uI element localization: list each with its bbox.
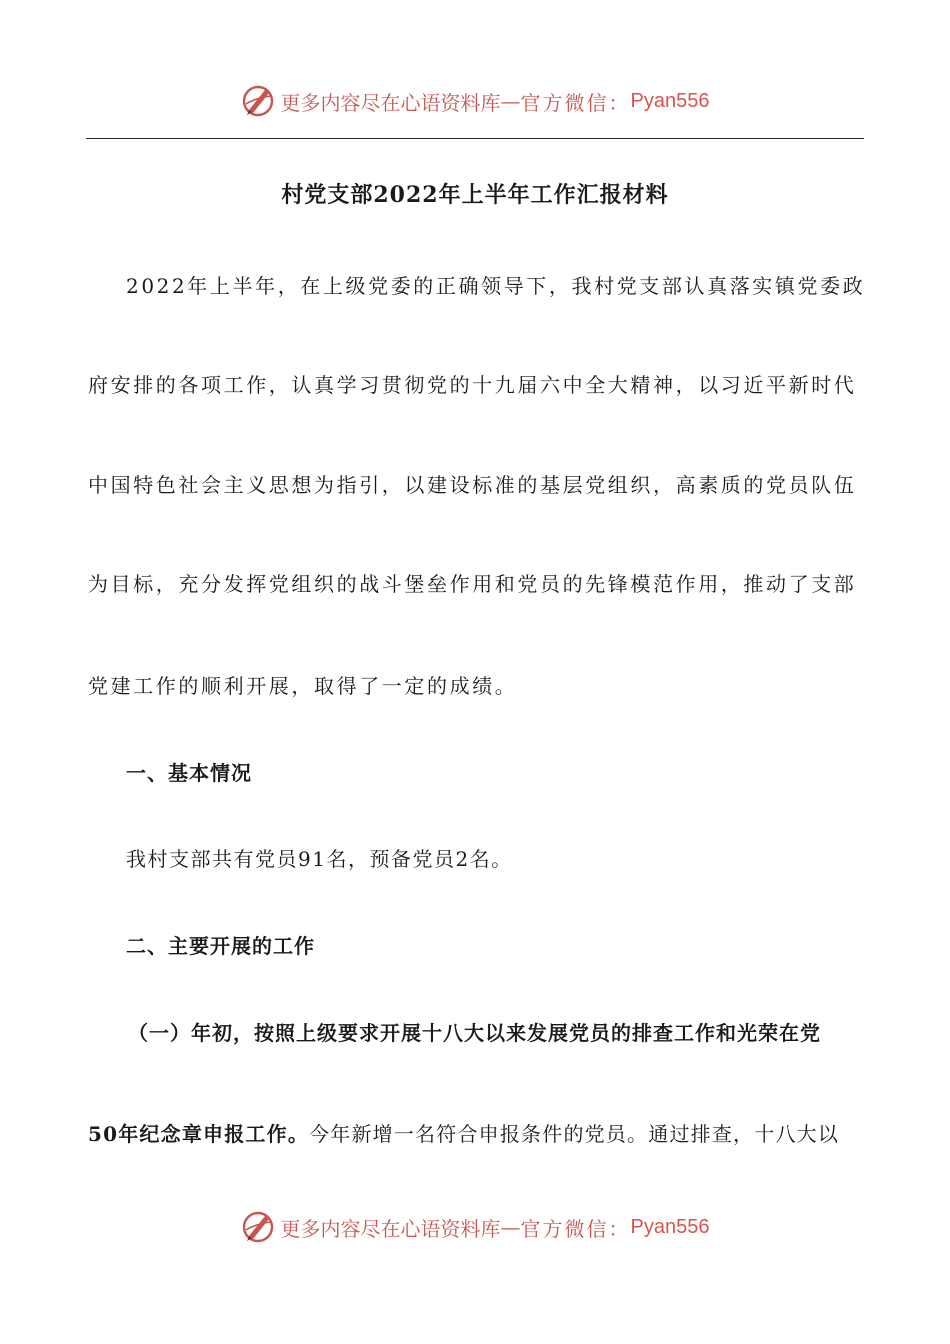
intro-line-2: 府安排的各项工作，认真学习贯彻党的十九届六中全大精神，以习近平新时代 <box>88 373 857 397</box>
watermark-official-label: 官方微信： <box>520 90 631 115</box>
intro-line-1: 2022年上半年，在上级党委的正确领导下，我村党支部认真落实镇党委政 <box>126 274 866 298</box>
item-1-line-2 <box>88 1120 860 1148</box>
pen-circle-logo-icon <box>241 84 275 118</box>
intro-line-4: 为目标，充分发挥党组织的战斗堡垒作用和党员的先锋模范作用，推动了支部 <box>88 572 857 596</box>
watermark-separator: — <box>500 89 521 113</box>
intro-line-3: 中国特色社会主义思想为指引，以建设标准的基层党组织，高素质的党员队伍 <box>88 473 857 497</box>
watermark-wechat-id: Pyan556 <box>630 89 710 112</box>
pen-circle-logo-icon <box>241 1210 275 1244</box>
section-heading-work: 二、主要开展的工作 <box>126 934 315 958</box>
header-divider <box>86 138 864 139</box>
watermark-wechat-id: Pyan556 <box>630 1215 710 1238</box>
watermark-brand: 更多内容尽在心语资料库 <box>280 90 501 115</box>
document-title: 村党支部2022年上半年工作汇报材料 <box>281 182 669 208</box>
watermark-brand: 更多内容尽在心语资料库 <box>280 1216 501 1241</box>
intro-line-5: 党建工作的顺利开展，取得了一定的成绩。 <box>88 674 518 698</box>
watermark-footer <box>0 1210 950 1244</box>
item-1-heading-cont: 50年纪念章申报工作。 <box>88 1122 310 1146</box>
watermark-official-label: 官方微信： <box>520 1216 631 1241</box>
section-heading-basic: 一、基本情况 <box>126 761 252 785</box>
section-basic-body: 我村支部共有党员91名，预备党员2名。 <box>126 847 513 871</box>
watermark-header <box>0 84 950 118</box>
item-1-body: 今年新增一名符合申报条件的党员。通过排查，十八大以 <box>309 1122 840 1146</box>
item-1-heading: （一）年初，按照上级要求开展十八大以来发展党员的排查工作和光荣在党 <box>128 1021 821 1045</box>
watermark-separator: — <box>500 1215 521 1239</box>
